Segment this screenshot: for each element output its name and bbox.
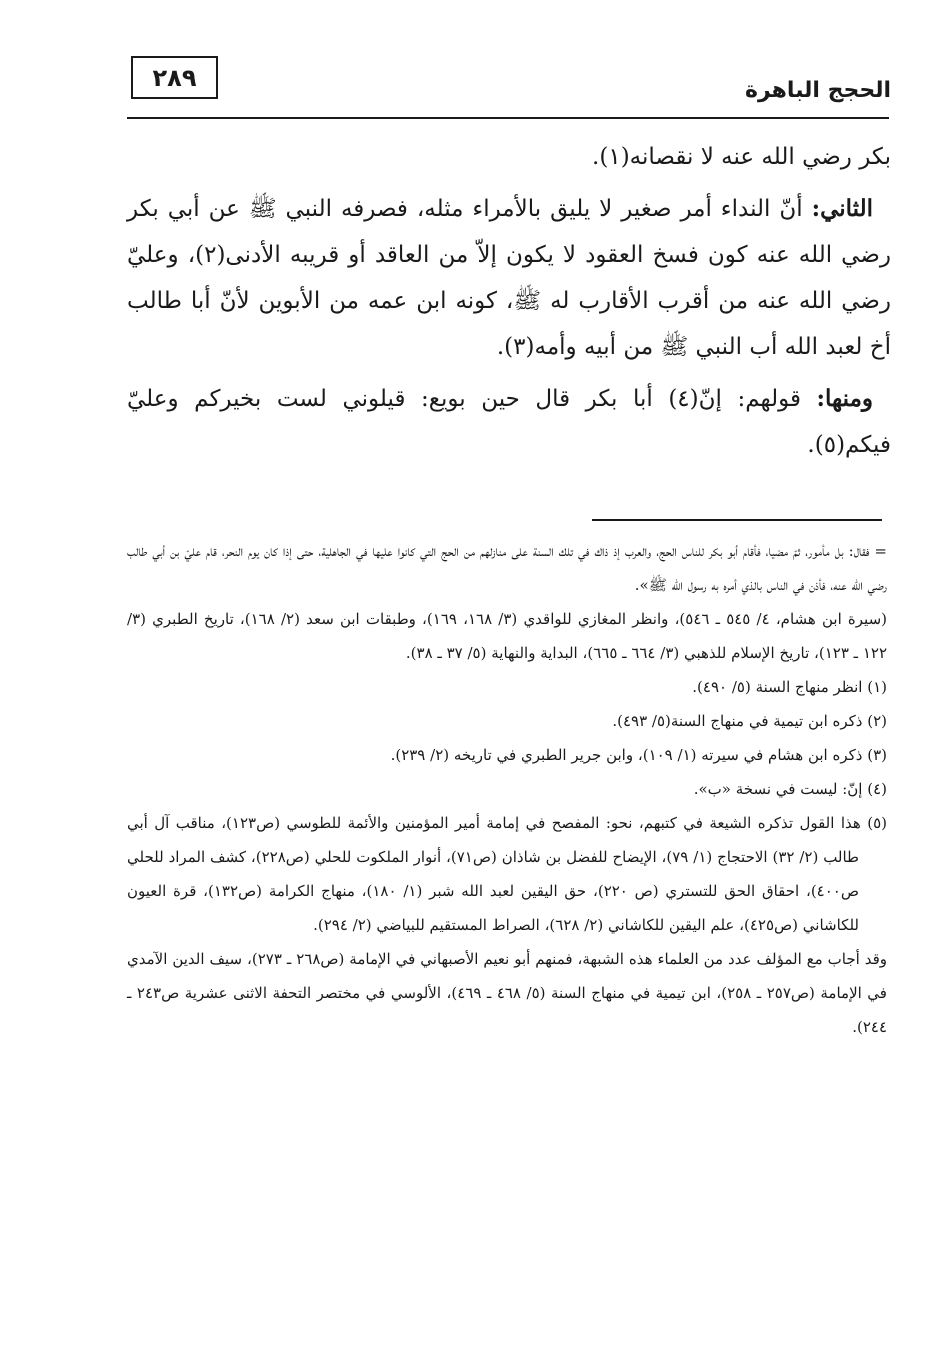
footnote-2: (٢) ذكره ابن تيمية في منهاج السنة(٥/ ٤٩٣). bbox=[612, 712, 887, 730]
paragraph-2-lead: الثاني: bbox=[811, 195, 873, 222]
main-text bbox=[127, 134, 891, 474]
header-rule bbox=[127, 117, 889, 119]
page-number: ٢٨٩ bbox=[131, 56, 218, 99]
running-title: الحجج الباهرة bbox=[745, 78, 891, 103]
paragraph-3-lead: ومنها: bbox=[816, 385, 873, 412]
paragraph-2 bbox=[127, 186, 891, 370]
footnote-4: (٤) إنّ: ليست في نسخة «ب». bbox=[693, 780, 887, 798]
footnote-5: (٥) هذا القول تذكره الشيعة في كتبهم، نحو: المفصح في إمامة أمير المؤمنين والأئمة للطوسي (ص١٢٣)، مناقب آل أبي طالب (٢/ ٣٢) الاحتجاج (١/ ٧٩)، الإيضاح للفضل بن شاذان (ص٧١)، أنوار الملكوت للحلي (ص٢٢٨)، كشف المراد للحلي ص٤٠٠)، احقاق الحق للتستري (ص ٢٢٠)، حق اليقين لعبد الله شبر (١/ ١٨٠)، منهاج الكرامة (ص١٣٢)، قرة العيون للكاشاني (ص٤٢٥)، علم اليقين للكاشاني (٢/ ٦٢٨)، الصراط المستقيم للبياضي (٢/ ٢٩٤). bbox=[127, 814, 887, 934]
footnote-1: (١) انظر منهاج السنة (٥/ ٤٩٠). bbox=[692, 678, 887, 696]
footnote-sources: (سيرة ابن هشام، ٤/ ٥٤٥ ـ ٥٤٦)، وانظر المغازي للواقدي (٣/ ١٦٨، ١٦٩)، وطبقات ابن سعد (٢/ ١٦٨)، تاريخ الطبري (٣/ ١٢٢ ـ ١٢٣)، تاريخ الإسلام للذهبي (٣/ ٦٦٤ ـ ٦٦٥)، البداية والنهاية (٥/ ٣٧ ـ ٣٨). bbox=[127, 610, 888, 662]
paragraph-3 bbox=[127, 376, 891, 468]
paragraph-1: بكر رضي الله عنه لا نقصانه(١). bbox=[592, 144, 891, 170]
footnote-3: (٣) ذكره ابن هشام في سيرته (١/ ١٠٩)، وابن جرير الطبري في تاريخه (٢/ ٢٣٩). bbox=[390, 746, 887, 764]
footnote-continuation: = فقال: بل مأمور، ثمّ مضيا، فأقام أبو بكر للناس الحج، والعرب إذ ذاك في تلك السنة على منازلهم من الحج التي كانوا عليها في الجاهلية، حتى إذا كان يوم النحر، قام عليّ بن أبي طالب رضي الله عنه، فأذن في الناس بالذي أمره به رسول الله ﷺ». bbox=[127, 542, 887, 594]
footnote-5-continuation: وقد أجاب مع المؤلف عدد من العلماء هذه الشبهة، فمنهم أبو نعيم الأصبهاني في الإمامة (ص٢٦٨ ـ ٢٧٣)، سيف الدين الآمدي في الإمامة (ص٢٥٧ ـ ٢٥٨)، ابن تيمية في منهاج السنة (٥/ ٤٦٨ ـ ٤٦٩)، الألوسي في مختصر التحفة الاثنى عشرية ص٢٤٣ ـ ٢٤٤). bbox=[127, 950, 888, 1036]
paragraph-2-text: أنّ النداء أمر صغير لا يليق بالأمراء مثله، فصرفه النبي ﷺ عن أبي بكر رضي الله عنه كون فسخ العقود لا يكون إلاّ من العاقد أو قريبه الأدنى(٢)، وعليّ رضي الله عنه من أقرب الأقارب له ﷺ، كونه ابن عمه من الأبوين لأنّ أبا طالب أخ لعبد الله أب النبي ﷺ من أبيه وأمه(٣). bbox=[127, 196, 891, 360]
footnotes bbox=[127, 534, 887, 1044]
paragraph-3-text: قولهم: إنّ(٤) أبا بكر قال حين بويع: قيلوني لست بخيركم وعليّ فيكم(٥). bbox=[127, 386, 891, 458]
footnote-separator bbox=[592, 519, 882, 521]
